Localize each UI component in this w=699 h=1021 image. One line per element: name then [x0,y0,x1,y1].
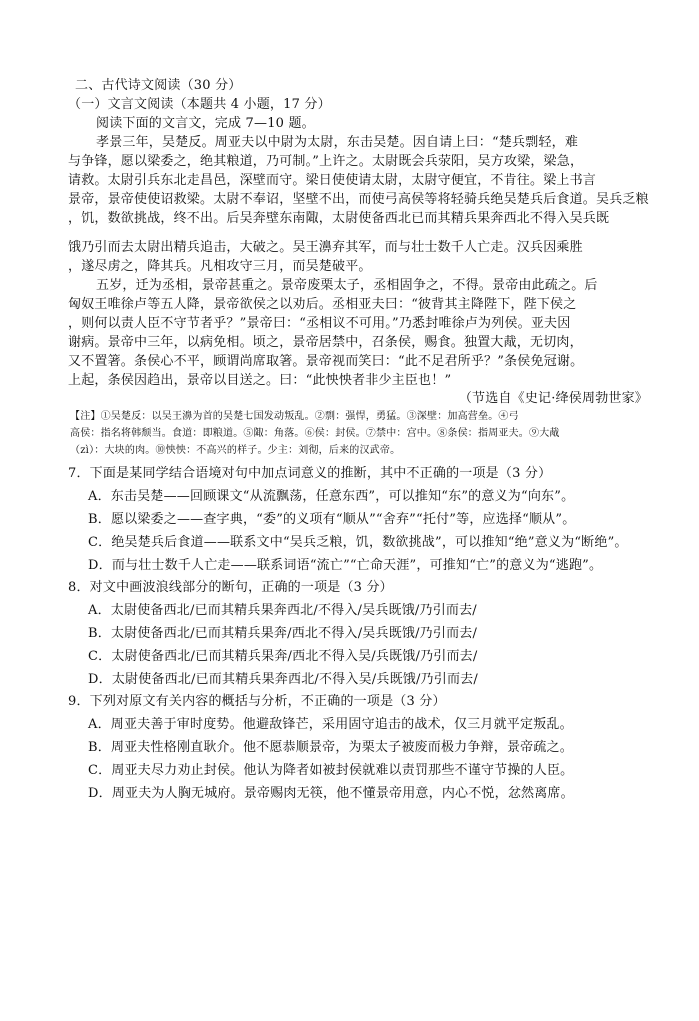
annotation-line: 【注】①吴楚反：以吴王濞为首的吴楚七国发动叛乱。②剽：强悍，勇猛。③深壁：加高营垒。④弓 [70,411,519,422]
passage-line: 孝景三年，吴楚反。周亚夫以中尉为太尉，东击吴楚。因自请上曰：“楚兵剽轻，难 [96,135,579,150]
question-8-option: D．太尉使备西北/已而其精兵果奔西北/不得入吴/兵既饿/乃引而去/ [88,672,478,687]
subsection-classical-prose: （一）文言文阅读（本题共 4 小题，17 分） [68,97,331,112]
question-7-option: D．而与壮士数千人亡走——联系词语“流亡”“亡命天涯”，可推知“亡”的意义为“逃跑”。 [88,558,603,573]
question-8-option: B．太尉使备西北/已而其精兵果奔/西北不得入/吴兵既饿/乃引而去/ [88,626,478,641]
passage-line-wavy: ，饥，数欲挑战，终不出。后吴奔壁东南陬，太尉使备西北已而其精兵果奔西北不得入吴兵既 [68,211,610,226]
passage-line: 又不置箸。条侯心不平，顾谓尚席取箸。景帝视而笑曰：“此不足君所乎？”条侯免冠谢。 [68,354,584,369]
question-7-option: B．愿以梁委之——查字典，“委”的义项有“顺从”“舍弃”“托付”等，应选择“顺从”。 [88,512,576,527]
question-7-option: A．东击吴楚——回顾课文“从流飘荡，任意东西”，可以推知“东”的意义为“向东”。 [88,489,575,504]
annotation-line: （zì）：大块的肉。⑩怏怏：不高兴的样子。少主：刘彻，后来的汉武帝。 [70,445,401,456]
passage-line: 谢病。景帝中三年，以病免相。顷之，景帝居禁中，召条侯，赐食。独置大胾，无切肉， [68,335,583,350]
question-9-option: A．周亚夫善于审时度势。他避敌锋芒，采用固守追击的战术，仅三月就平定叛乱。 [88,717,573,732]
question-9-stem: 9．下列对原文有关内容的概括与分析，不正确的一项是（3 分） [68,694,446,709]
passage-line: ，遂尽虏之，降其兵。凡相攻守三月，而吴楚破平。 [68,259,372,274]
section-title: 二、古代诗文阅读（30 分） [75,78,242,93]
passage-line: ，则何以责人臣不守节者乎？”景帝曰：“丞相议不可用。”乃悉封唯徐卢为列侯。亚夫因 [68,316,571,331]
question-8-stem: 8．对文中画波浪线部分的断句，正确的一项是（3 分） [68,580,393,595]
question-8-option: A．太尉使备西北/已而其精兵果奔西北/不得入/吴兵既饿/乃引而去/ [88,603,477,618]
passage-line: 与争锋，愿以梁委之，绝其粮道，乃可制。”上许之。太尉既会兵荥阳，吴方攻梁，梁急， [68,154,584,169]
passage-line: 匈奴王唯徐卢等五人降，景帝欲侯之以劝后。丞相亚夫曰：“彼背其主降陛下，陛下侯之 [68,297,577,312]
question-9-option: C．周亚夫尽力劝止封侯。他认为降者如被封侯就难以责罚那些不谨守节操的人臣。 [88,763,574,778]
passage-line: 上起，条侯因趋出，景帝以目送之。曰：“此怏怏者非少主臣也！” [68,373,452,388]
question-8-option: C．太尉使备西北/已而其精兵果奔/西北不得入吴/兵既饿/乃引而去/ [88,649,478,664]
source-note: （节选自《史记·绛侯周勃世家》 [458,391,648,406]
instruction: 阅读下面的文言文，完成 7—10 题。 [96,116,315,131]
question-9-option: D．周亚夫为人胸无城府。景帝赐肉无筷，他不懂景帝用意，内心不悦，忿然离席。 [88,786,574,801]
passage-line: 请救。太尉引兵东北走昌邑，深壁而守。梁日使使请太尉，太尉守便宜，不肯往。梁上书言 [68,173,597,188]
passage-line: 景帝，景帝使使诏救梁。太尉不奉诏，坚壁不出，而使弓高侯等将轻骑兵绝吴楚兵后食道。吴兵乏粮 [68,192,649,207]
question-7-option: C．绝吴楚兵后食道——联系文中“吴兵乏粮，饥，数欲挑战”，可以推知“绝”意义为“断绝”。 [88,535,628,550]
passage-line: 五岁，迁为丞相，景帝甚重之。景帝废栗太子，丞相固争之，不得。景帝由此疏之。后 [96,278,598,293]
question-7-stem: 7．下面是某同学结合语境对句中加点词意义的推断，其中不正确的一项是（3 分） [68,466,552,481]
annotation-line: 高侯：指名将韩颓当。食道：即粮道。⑤陬：角落。⑥侯：封侯。⑦禁中：宫中。⑧条侯：指周亚夫。⑨大胾 [70,428,560,439]
passage-line: 饿乃引而去太尉出精兵追击，大破之。吴王濞弃其军，而与壮士数千人亡走。汉兵因乘胜 [68,240,583,255]
question-9-option: B．周亚夫性格刚直耿介。他不愿恭顺景帝，为栗太子被废而极力争辩，景帝疏之。 [88,740,573,755]
